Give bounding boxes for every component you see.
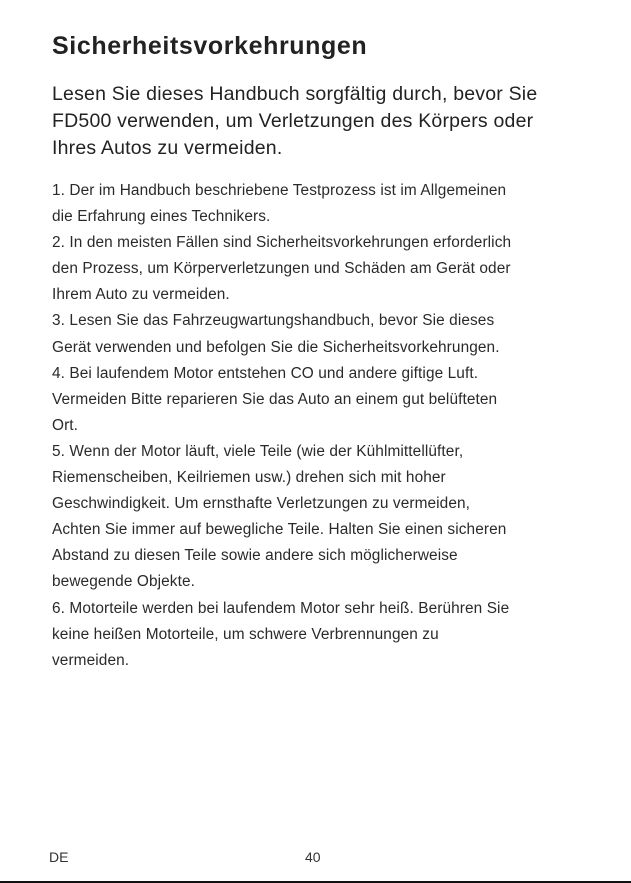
body-line: 5. Wenn der Motor läuft, viele Teile (wie der Kühlmittellüfter, [52,442,464,460]
body-line: Achten Sie immer auf bewegliche Teile. Halten Sie einen sicheren [52,521,507,539]
body-line: 1. Der im Handbuch beschriebene Testprozess ist im Allgemeinen [52,182,507,199]
body-line: Abstand zu diesen Teile sowie andere sich möglicherweise [52,547,458,565]
body-line: Riemenscheiben, Keilriemen usw.) drehen sich mit hoher [52,469,446,487]
body-line: den Prozess, um Körperverletzungen und Schäden am Gerät oder [52,260,511,278]
footer-language: DE [49,849,69,865]
body-line: keine heißen Motorteile, um schwere Verbrennungen zu [52,625,439,643]
body-line: die Erfahrung eines Technikers. [52,208,271,226]
intro-paragraph [52,81,592,162]
body-line: 2. In den meisten Fällen sind Sicherheitsvorkehrungen erforderlich [52,234,512,252]
body-line: bewegende Objekte. [52,573,195,591]
page-number: 40 [305,849,321,865]
body-line: Ort. [52,416,79,434]
intro-line: FD500 verwenden, um Verletzungen des Körpers oder [52,110,534,132]
page-title: Sicherheitsvorkehrungen [52,32,368,60]
body-line: Ihrem Auto zu vermeiden. [52,286,230,304]
body-line: 6. Motorteile werden bei laufendem Motor sehr heiß. Berühren Sie [52,599,510,617]
safety-instructions [52,178,612,674]
body-line: vermeiden. [52,651,130,669]
body-line: Vermeiden Bitte reparieren Sie das Auto an einem gut belüfteten [52,390,498,408]
intro-line: Lesen Sie dieses Handbuch sorgfältig durch, bevor Sie [52,83,538,105]
intro-line: Ihres Autos zu vermeiden. [52,137,283,159]
body-line: Gerät verwenden und befolgen Sie die Sicherheitsvorkehrungen. [52,338,500,356]
body-line: 4. Bei laufendem Motor entstehen CO und andere giftige Luft. [52,364,479,382]
body-line: Geschwindigkeit. Um ernsthafte Verletzungen zu vermeiden, [52,495,471,513]
body-line: 3. Lesen Sie das Fahrzeugwartungshandbuch, bevor Sie dieses [52,312,495,330]
